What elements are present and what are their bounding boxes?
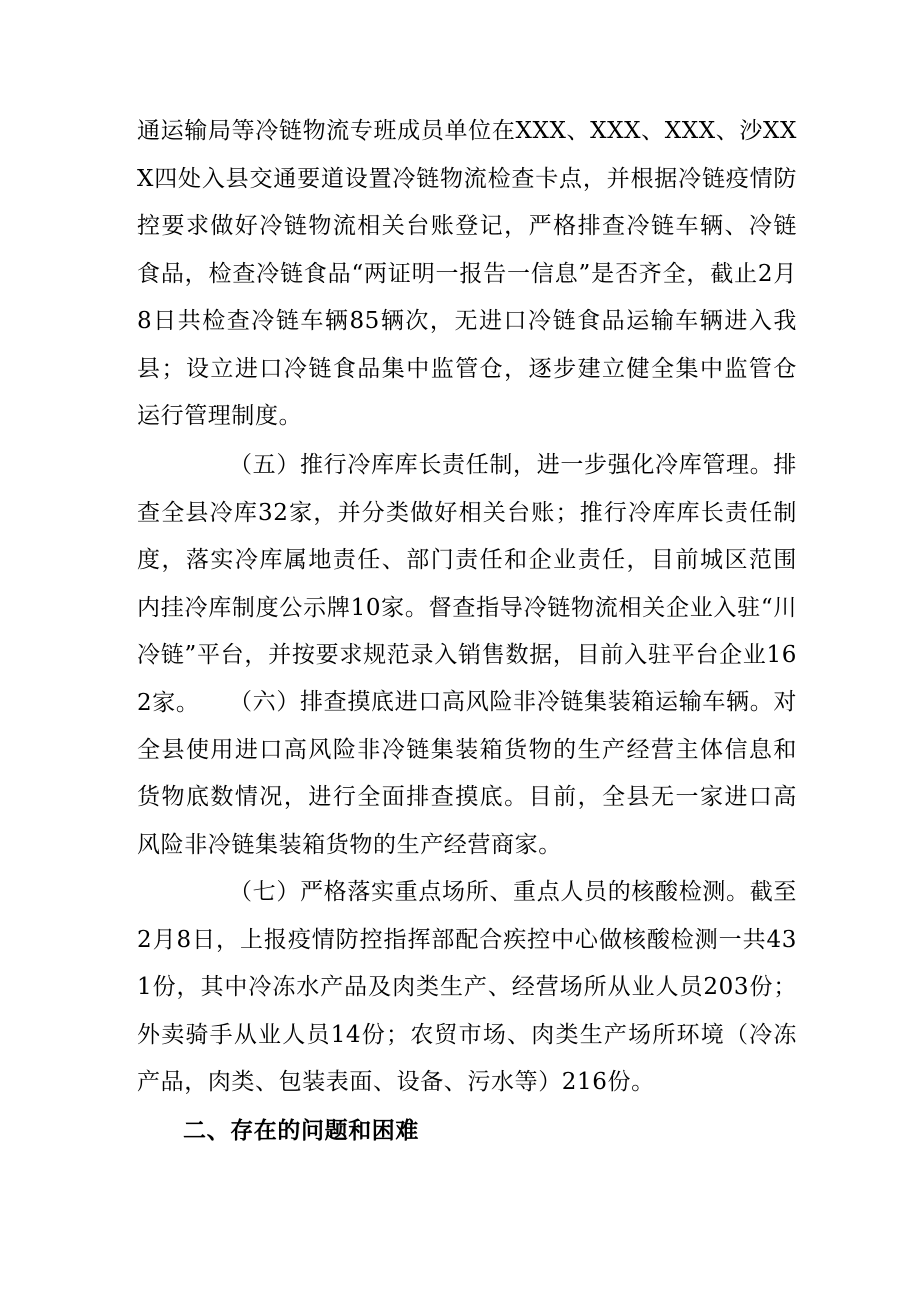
paragraph-section-7: （七）严格落实重点场所、重点人员的核酸检测。截至2月8日，上报疫情防控指挥部配合疾控中心做核酸检测一共431份，其中冷冻水产品及肉类生产、经营场所从业人员203份；外卖骑手从业人员14份；农贸市场、肉类生产场所环境（冷冻产品，肉类、包装表面、设备、污水等）216份。 [137, 879, 797, 1095]
section-heading-problems: 二、存在的问题和困难 [183, 1117, 419, 1144]
paragraph-section-5: （五）推行冷库库长责任制，进一步强化冷库管理。排查全县冷库32家，并分类做好相关台账；推行冷库库长责任制度，落实冷库属地责任、部门责任和企业责任，目前城区范围内挂冷库制度公示牌10家。督查指导冷链物流相关企业入驻“川冷链”平台，并按要求规范录入销售数据，目前入驻平台企业162家。 [137, 452, 797, 716]
paragraph-section-6: （六）排查摸底进口高风险非冷链集装箱运输车辆。对全县使用进口高风险非冷链集装箱货物的生产经营主体信息和货物底数情况，进行全面排查摸底。目前，全县无一家进口高风险非冷链集装箱货物的生产经营商家。 [137, 689, 797, 858]
paragraph-cold-chain-checkpoints: 通运输局等冷链物流专班成员单位在XXX、XXX、XXX、沙XXX四处入县交通要道设置冷链物流检查卡点，并根据冷链疫情防控要求做好冷链物流相关台账登记，严格排查冷链车辆、冷链食品，检查冷链食品“两证明一报告一信息”是否齐全，截止2月8日共检查冷链车辆85辆次，无进口冷链食品运输车辆进入我县；设立进口冷链食品集中监管仓，逐步建立健全集中监管仓运行管理制度。 [137, 118, 797, 429]
